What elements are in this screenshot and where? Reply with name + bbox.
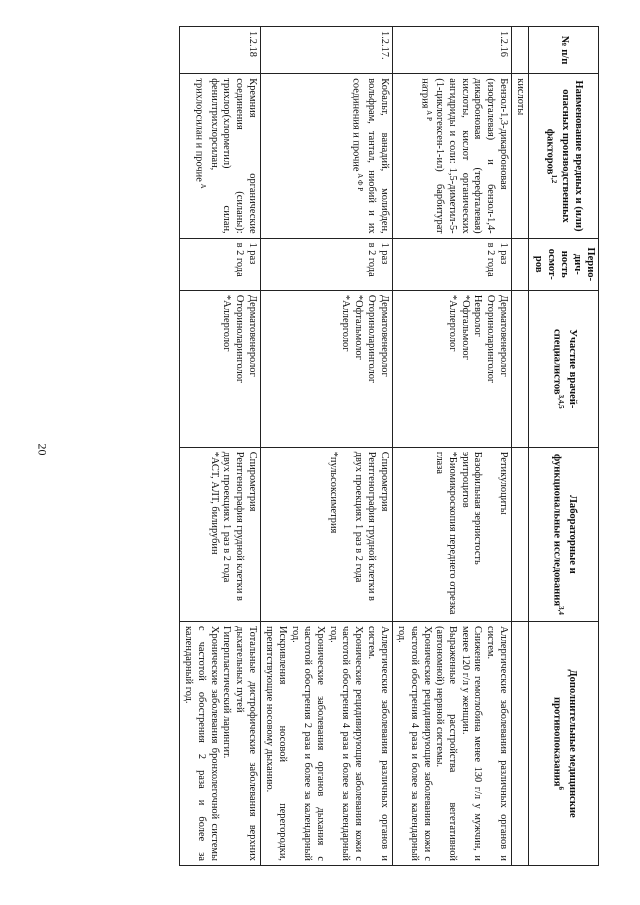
doctor-line: Оториноларинголог xyxy=(485,294,497,384)
row-doctors xyxy=(179,290,260,447)
row-contraindications xyxy=(392,622,511,866)
contraindication-line: Аллергические заболевания различных органов и систем. xyxy=(365,626,390,861)
factor-name-sup: А xyxy=(198,181,207,189)
header-period: Перио-дич-ность осмот-ров xyxy=(529,238,599,290)
doctor-line: Дерматовенеролог xyxy=(246,294,258,377)
row-doctors xyxy=(392,290,511,447)
header-lab-sup: 3,4 xyxy=(556,606,565,615)
doctor-line: Дерматовенеролог xyxy=(378,294,390,377)
continuation-row xyxy=(511,27,529,866)
period-line: 1 раз xyxy=(378,242,390,265)
row-factor-name xyxy=(392,74,511,238)
row-period xyxy=(179,238,260,290)
header-name-text: Наименование вредных и (или) опасных производственных факторов xyxy=(544,80,585,232)
contraindication-line: Тотальные дистрофические заболевания верхних дыхательных путей xyxy=(233,626,258,861)
table-header-row xyxy=(529,27,599,866)
table-row xyxy=(260,27,392,866)
cont-doctors xyxy=(511,290,529,447)
header-lab xyxy=(529,447,599,621)
table-row xyxy=(392,27,511,866)
doctor-line: Оториноларинголог xyxy=(233,294,245,384)
contraindication-line: Искривления носовой перегородки, препятствующие носовому дыханию. xyxy=(264,626,289,861)
header-contra-text: Дополнительные медицинские противопоказания xyxy=(551,669,578,818)
medical-examination-table xyxy=(179,26,599,866)
row-num: 1.2.16 xyxy=(392,27,511,74)
factor-name-sup: А Р xyxy=(424,108,433,121)
lab-test-line xyxy=(339,452,352,617)
doctor-line: *Аллерголог xyxy=(221,294,233,352)
factor-name-text: Бензол-1,3-дикарбоновая (изофталевая) и бензол-1,4-дикарбоновая (терефталевая) кислоты, кислот органических ангидриды и соли: 1,5-диметил-5-(1-циклогексен-1-ил) барбитурат натрия xyxy=(419,78,509,234)
lab-test-line: Спирометрия xyxy=(246,451,258,512)
header-contra-sup: 6 xyxy=(556,786,565,791)
row-lab-tests xyxy=(260,447,392,621)
doctor-line: Дерматовенеролог xyxy=(497,294,509,377)
row-doctors xyxy=(260,290,392,447)
row-num: 1.2.18 xyxy=(179,27,260,74)
lab-test-line: Рентгенография грудной клетки в двух проекциях 1 раз в 2 года xyxy=(221,451,245,601)
header-name xyxy=(529,74,599,238)
doctor-line: *Офтальмолог xyxy=(459,294,471,360)
row-contraindications xyxy=(260,622,392,866)
lab-test-line: *АСТ, АЛТ, билирубин xyxy=(208,451,220,555)
row-lab-tests xyxy=(392,447,511,621)
doctor-line: *Офтальмолог xyxy=(353,294,365,360)
lab-test-line: *пульсоксиметрия xyxy=(327,451,339,534)
lab-test-line: Базофильная зернистость эритроцитов xyxy=(459,451,484,565)
doctor-line: Невролог xyxy=(472,294,484,337)
contraindication-line: Хронические рецидивирующие заболевания кожи с частотой обострения 4 раза и более за календарный год. xyxy=(396,626,433,861)
row-factor-name xyxy=(179,74,260,238)
row-num: 1.2.17. xyxy=(260,27,392,74)
cont-num xyxy=(511,27,529,74)
row-factor-name xyxy=(260,74,392,238)
period-line: 1 раз xyxy=(497,242,509,265)
cont-name: кислоты xyxy=(511,74,529,238)
header-doctors-text: Участие врачей-специалистов xyxy=(551,328,578,409)
lab-test-line: Рентгенография грудной клетки в двух проекциях 1 раз в 2 года xyxy=(353,451,377,601)
contraindication-line: Снижение гемоглобина менее 130 г/л у мужчин, и менее 120 г/л у женщин. xyxy=(459,626,484,861)
header-num: № п/п xyxy=(529,27,599,74)
period-line: в 2 года xyxy=(485,242,497,277)
period-line: в 2 года xyxy=(365,242,377,277)
factor-name-text: Кремния органические соединения (силаны): трихлор(хлорметил) силан, фенилтрихлорсилан, трихлорсилан и прочие xyxy=(193,78,258,234)
cont-contra xyxy=(511,622,529,866)
period-line: 1 раз xyxy=(246,242,258,265)
row-period xyxy=(392,238,511,290)
lab-test-line xyxy=(483,452,496,617)
row-lab-tests xyxy=(179,447,260,621)
cont-period xyxy=(511,238,529,290)
rotated-table-wrapper xyxy=(39,26,599,866)
factor-name-sup: А Ф Р xyxy=(356,171,365,192)
period-line: в 2 года xyxy=(233,242,245,277)
header-lab-text: Лабораторные и функциональные исследования xyxy=(551,453,578,607)
contraindication-line: Выраженные расстройства вегетативной (автономной) нервной системы. xyxy=(434,626,458,861)
lab-test-line: Спирометрия xyxy=(378,451,390,512)
doctor-line: *Аллерголог xyxy=(340,294,352,352)
contraindication-line: Гиперпластический ларингит. xyxy=(221,626,233,759)
header-name-sup: 1,2 xyxy=(550,174,559,184)
contraindication-line: Аллергические заболевания различных органов и систем. xyxy=(485,626,509,861)
table-row xyxy=(179,27,260,866)
factor-name-text: Кобальт, ванадий, молибден, вольфрам, тантал, ниобий и их соединения и прочие xyxy=(350,78,390,234)
doctor-line: *Аллерголог xyxy=(446,294,458,352)
row-period xyxy=(260,238,392,290)
lab-test-line: *Биомикроскопия переднего отрезка глаза xyxy=(434,451,458,615)
contraindication-line: Хронические заболевания бронхолегочной системы с частотой обострения 2 раза и более за календарный год. xyxy=(183,626,220,861)
cont-lab xyxy=(511,447,529,621)
doctor-line: Оториноларинголог xyxy=(365,294,377,384)
header-contra xyxy=(529,622,599,866)
contraindication-line: Хронические рецидивирующие заболевания кожи с частотой обострения 4 раза и более за календарный год. xyxy=(327,626,365,861)
row-contraindications xyxy=(179,622,260,866)
lab-test-line: Ретикулоциты xyxy=(497,451,509,515)
page-number: 20 xyxy=(35,443,50,456)
contraindication-line: Хронические заболевания органов дыхания с частотой обострения 2 раза и более за календарный год. xyxy=(289,626,327,861)
header-doctors xyxy=(529,290,599,447)
header-doctors-sup: 3,4,5 xyxy=(556,394,565,409)
